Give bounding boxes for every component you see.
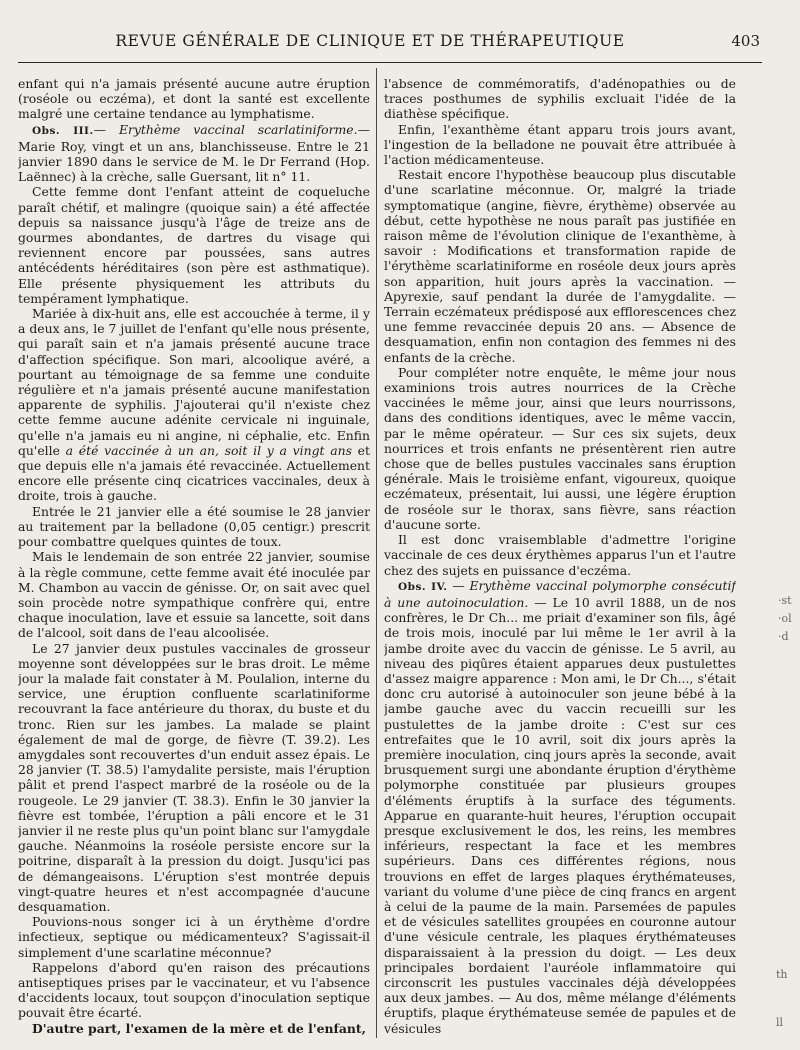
right-column — [384, 76, 736, 1042]
margin-note: ll — [776, 1016, 784, 1029]
observation-title: Erythème vaccinal scarlatiniforme. — [118, 121, 358, 137]
italic-run: a été vaccinée à un an, soit il y a vingt ans — [65, 442, 352, 458]
paragraph: Mais le lendemain de son entrée 22 janvier, soumise à la règle commune, cette femme avait été inoculée par M. Chambon au vaccin de génisse. Or, on sait avec quel soin procède notre sympathique confrère qui, entre chaque inoculation, lave et essuie sa lancette, soit dans de l'alcool, soit dans de l'eau alcoolisée. — [18, 549, 370, 641]
observation-text: — Le 10 avril 1888, un de nos confrères, le Dr Ch... me priait d'examiner son fils, âgé de trois mois, inoculé par lui même le 1er avril à la jambe droite avec du vaccin de génisse. Le 5 avril, au niveau des piqûres étaient apparues deux pustulettes d'assez maigre apparence : Mon ami, le Dr Ch..., s'était donc cru autorisé à autoinoculer son jeune bébé à la jambe gauche avec du vaccin recueilli sur les pustulettes de la jambe droite : C'est sur ces entrefaites que le 10 avril, soit dix jours après la première inoculation, cinq jours après la seconde, avait brusquement surgi une abondante éruption d'érythème polymorphe constituée par plusieurs groupes d'éléments éruptifs à la surface des téguments. Apparue en quarante-huit heures, l'éruption occupait presque exclusivement le dos, les reins, les membres inférieurs, respectant la face et les membres supérieurs. Dans ces différentes régions, nous trouvions en effet de larges plaques érythémateuses, variant du volume d'une pièce de cinq francs en argent à celui de la paume de la main. Parsemées de papules et de vésicules satellites groupées en couronne autour d'une vésicule centrale, les plaques érythémateuses disparaissaient à la pression du doigt. — Les deux principales bordaient l'auréole inflammatoire qui circonscrit les pustules vaccinales déjà développées aux deux jambes. — Au dos, même mélange d'éléments éruptifs, plaque érythémateuse semée de papules et de vésicules — [384, 594, 736, 1036]
observation-3 — [18, 122, 370, 185]
margin-note: ·d — [778, 630, 789, 643]
paragraph: Il est donc vraisemblable d'admettre l'origine vaccinale de ces deux érythèmes apparus l'un et l'autre chez des sujets en puissance d'eczéma. — [384, 532, 736, 578]
text-run: Mariée à dix-huit ans, elle est accouchée à terme, il y a deux ans, le 7 juillet de l'enfant qu'elle nous présente, qui paraît sain et n'a jamais présenté aucune trace d'affection spécifique. Son mari, alcoolique avéré, a pourtant au témoignage de sa femme une conduite régulière et n'a jamais présenté aucune manifestation apparente de syphilis. J'ajouterai qu'il n'existe chez cette femme aucune adénite cervicale ni inguinale, qu'elle n'a jamais eu ni angine, ni céphalie, etc. Enfin qu'elle — [18, 306, 370, 458]
paragraph: Cette femme dont l'enfant atteint de coqueluche paraît chétif, et malingre (quoique sain) a été affectée depuis sa naissance jusqu'à l'âge de treize ans de gourmes abondantes, de dartres du visage qui reviennent encore par poussées, sans autres antécédents héréditaires (son père est asthmatique). Elle présente physiquement les attributs du tempérament lymphatique. — [18, 184, 370, 306]
dash: — — [93, 121, 119, 137]
paragraph: enfant qui n'a jamais présenté aucune autre éruption (roséole ou eczéma), et dont la santé est excellente malgré une certaine tendance au lymphatisme. — [18, 76, 370, 122]
observation-title: Erythème vaccinal polymorphe consécutif à une autoinoculation. — [384, 577, 736, 610]
observation-label: Obs. IV. — [398, 580, 448, 593]
paragraph: l'absence de commémoratifs, d'adénopathies ou de traces posthumes de syphilis excluait l'idée de la diathèse spécifique. — [384, 76, 736, 122]
observation-label: Obs. III. — [32, 124, 94, 137]
paragraph: D'autre part, l'examen de la mère et de l'enfant, — [32, 1020, 366, 1036]
paragraph: Enfin, l'exanthème étant apparu trois jours avant, l'ingestion de la belladone ne pouvait être attribuée à l'action médicamenteuse. — [384, 121, 736, 168]
observation-4 — [384, 578, 736, 1036]
paragraph — [18, 306, 370, 504]
text-run: et que depuis elle n'a jamais été revaccinée. Actuellement encore elle présente cinq cicatrices vaccinales, deux à droite, trois à gauche. — [18, 442, 370, 504]
margin-note: ·ol — [778, 612, 792, 625]
paragraph: Pour compléter notre enquête, le même jour nous examinions trois autres nourrices de la Crèche vaccinées le même jour, ainsi que leurs nourrissons, dans des conditions identiques, avec le même vaccin, par le même opérateur. — Sur ces six sujets, deux nourrices et trois enfants ne présentèrent rien autre chose que de belles pustules vaccinales sans éruption générale. Mais le troisième enfant, vigoureux, quoique eczémateux, présentait, lui aussi, une légère éruption de roséole sur le thorax, sans fièvre, sans réaction d'aucune sorte. — [384, 364, 736, 532]
observation-text: — Marie Roy, vingt et un ans, blanchisseuse. Entre le 21 janvier 1890 dans le service de M. le Dr Ferrand (Hop. Laënnec) à la crèche, salle Guersant, lit n° 11. — [18, 121, 370, 185]
dash: — — [447, 577, 470, 593]
paragraph: Le 27 janvier deux pustules vaccinales de grosseur moyenne sont développées sur le bras droit. Le même jour la malade fait constater à M. Poulalion, interne du service, une éruption confluente scarlatiniforme recouvrant la face antérieure du thorax, du buste et du tronc. Rien sur les jambes. La malade se plaint également de mal de gorge, de fièvre (T. 39.2). Les amygdales sont recouvertes d'un enduit assez épais. Le 28 janvier (T. 38.5) l'amydalite persiste, mais l'éruption pâlit et prend l'aspect marbré de la roséole ou de la rougeole. Le 29 janvier (T. 38.3). Enfin le 30 janvier la fièvre est tombée, l'éruption a pâli encore et le 31 janvier il ne reste plus qu'un point blanc sur l'amygdale gauche. Néanmoins la roséole persiste encore sur la poitrine, disparaît à la pression du doigt. Jusqu'ici pas de démangeaisons. L'éruption s'est montrée depuis vingt-quatre heures et n'est accompagnée d'aucune desquamation. — [18, 640, 370, 914]
left-column — [18, 76, 370, 1042]
paragraph: Entrée le 21 janvier elle a été soumise le 28 janvier au traitement par la belladone (0,05 centigr.) prescrit pour combattre quelques quintes de toux. — [18, 503, 370, 550]
header-rule — [18, 62, 762, 63]
journal-title: REVUE GÉNÉRALE DE CLINIQUE ET DE THÉRAPEUTIQUE — [115, 32, 625, 50]
paragraph: Pouvions-nous songer ici à un érythème d'ordre infectieux, septique ou médicamenteux? S'agissait-il simplement d'une scarlatine méconnue? — [18, 914, 370, 960]
paragraph: Rappelons d'abord qu'en raison des précautions antiseptiques prises par le vaccinateur, et vu l'absence d'accidents locaux, tout soupçon d'inoculation septique pouvait être écarté. — [18, 959, 370, 1021]
running-header — [20, 28, 760, 58]
page-number: 403 — [731, 32, 760, 50]
column-divider — [376, 68, 377, 1038]
margin-note: ·st — [778, 594, 792, 607]
margin-note: th — [776, 968, 788, 981]
paragraph: Restait encore l'hypothèse beaucoup plus discutable d'une scarlatine méconnue. Or, malgré la triade symptomatique (angine, fièvre, érythème) observée au début, cette hypothèse ne nous paraît pas justifiée en raison même de l'évolution clinique de l'exanthème, à savoir : Modifications et transformation rapide de l'érythème scarlatiniforme en roséole deux jours après son apparition, huit jours après la vaccination. — Apyrexie, sauf pendant la durée de l'amygdalite. — Terrain eczémateux prédisposé aux efflorescences chez une femme revaccinée depuis 20 ans. — Absence de desquamation, enfin non contagion des femmes ni des enfants de la crèche. — [384, 167, 736, 365]
